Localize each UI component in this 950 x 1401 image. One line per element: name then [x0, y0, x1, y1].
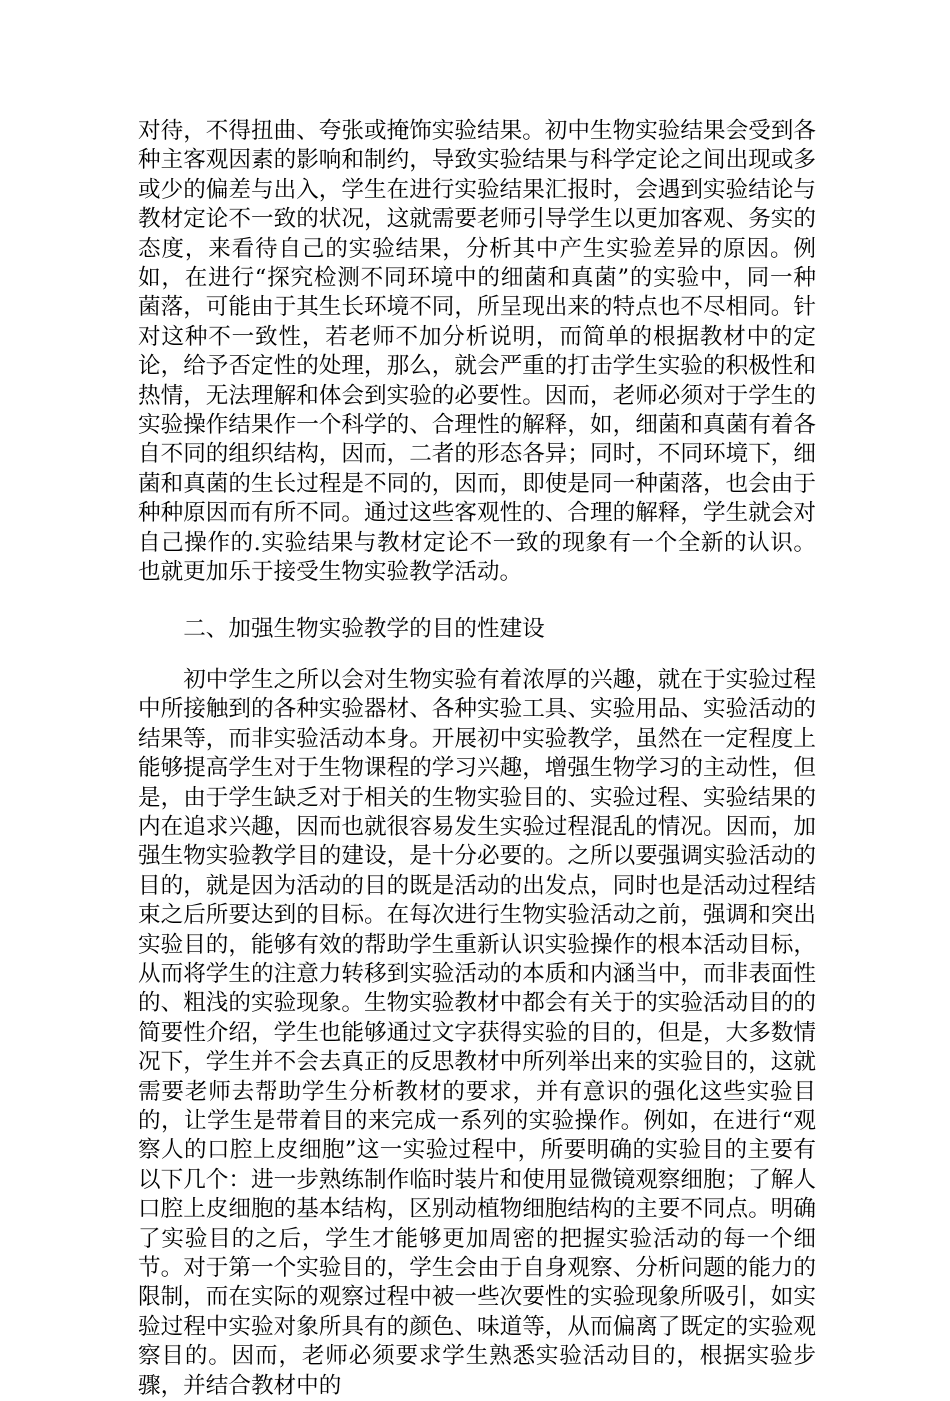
section-heading: 二、加强生物实验教学的目的性建设	[183, 615, 545, 642]
paragraph-section-body: 初中学生之所以会对生物实验有着浓厚的兴趣，就在于实验过程中所接触到的各种实验器材、各种实验工具、实验用品、实验活动的结果等，而非实验活动本身。开展初中实验教学，虽然在一定程度上能够提高学生对于生物课程的学习兴趣，增强生物学习的主动性，但是，由于学生缺乏对于相关的生物实验目的、实验过程、实验结果的内在追求兴趣，因而也就很容易发生实验过程混乱的情况。因而，加强生物实验教学目的建设，是十分必要的。之所以要强调实验活动的目的，就是因为活动的目的既是活动的出发点，同时也是活动过程结束之后所要达到的目标。在每次进行生物实验活动之前，强调和突出实验目的，能够有效的帮助学生重新认识实验操作的根本活动目标，从而将学生的注意力转移到实验活动的本质和内涵当中，而非表面性的、粗浅的实验现象。生物实验教材中都会有关于的实验活动目的的简要性介绍，学生也能够通过文字获得实验的目的，但是，大多数情况下，学生并不会去真正的反思教材中所列举出来的实验目的，这就需要老师去帮助学生分析教材的要求，并有意识的强化这些实验目的，让学生是带着目的来完成一系列的实验操作。例如，在进行“观察人的口腔上皮细胞”这一实验过程中，所要明确的实验目的主要有以下几个：进一步熟练制作临时装片和使用显微镜观察细胞；了解人口腔上皮细胞的基本结构，区别动植物细胞结构的主要不同点。明确了实验目的之后，学生才能够更加周密的把握实验活动的每一个细节。对于第一个实验目的，学生会由于自身观察、分析问题的能力的限制，而在实际的观察过程中被一些次要性的实验现象所吸引，如实验过程中实验对象所具有的颜色、味道等，从而偏离了既定的实验观察目的。因而，老师必须要求学生熟悉实验活动目的，根据实验步骤，并结合教材中的	[138, 666, 816, 1399]
document-body	[138, 117, 816, 1401]
paragraph-continued: 对待，不得扭曲、夸张或掩饰实验结果。初中生物实验结果会受到各种主客观因素的影响和制约，导致实验结果与科学定论之间出现或多或少的偏差与出入，学生在进行实验结果汇报时，会遇到实验结论与教材定论不一致的状况，这就需要老师引导学生以更加客观、务实的态度，来看待自己的实验结果，分析其中产生实验差异的原因。例如，在进行“探究检测不同环境中的细菌和真菌”的实验中，同一种菌落，可能由于其生长环境不同，所呈现出来的特点也不尽相同。针对这种不一致性，若老师不加分析说明，而简单的根据教材中的定论，给予否定性的处理，那么，就会严重的打击学生实验的积极性和热情，无法理解和体会到实验的必要性。因而，老师必须对于学生的实验操作结果作一个科学的、合理性的解释，如，细菌和真菌有着各自不同的组织结构，因而，二者的形态各异；同时，不同环境下，细菌和真菌的生长过程是不同的，因而，即使是同一种菌落，也会由于种种原因而有所不同。通过这些客观性的、合理的解释，学生就会对自己操作的.实验结果与教材定论不一致的现象有一个全新的认识。也就更加乐于接受生物实验教学活动。	[138, 118, 816, 586]
